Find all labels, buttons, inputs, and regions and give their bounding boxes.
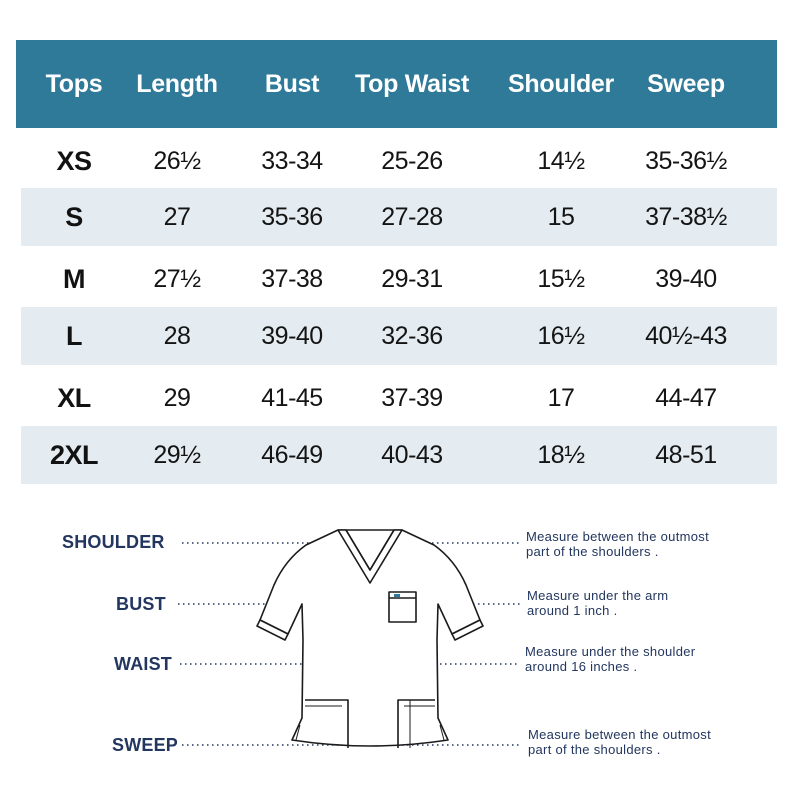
size-cell: M (63, 264, 85, 294)
length-cell: 26½ (153, 147, 201, 175)
sweep-cell: 40½-43 (645, 322, 727, 350)
shoulder-cell: 15½ (537, 265, 585, 293)
bust-cell: 33-34 (261, 147, 323, 175)
top-waist-cell: 37-39 (381, 384, 443, 412)
bust-cell: 39-40 (261, 322, 323, 350)
length-cell: 29 (163, 384, 191, 412)
size-cell: XL (57, 383, 91, 413)
header-tops: Tops (45, 70, 103, 98)
shoulder-cell: 15 (547, 203, 575, 231)
length-cell: 27 (163, 203, 191, 231)
bust-cell: 35-36 (261, 203, 323, 231)
sweep-cell: 39-40 (655, 265, 717, 293)
sweep-label: SWEEP (112, 735, 179, 755)
shoulder-description-line2: part of the shoulders . (526, 544, 659, 559)
length-cell: 28 (163, 322, 191, 350)
length-cell: 27½ (153, 265, 201, 293)
top-waist-cell: 40-43 (381, 441, 443, 469)
sweep-description-line2: part of the shoulders . (528, 742, 661, 757)
bust-description-line1: Measure under the arm (527, 588, 669, 603)
sweep-cell: 48-51 (655, 441, 717, 469)
sweep-cell: 44-47 (655, 384, 717, 412)
top-waist-cell: 29-31 (381, 265, 443, 293)
bust-cell: 46-49 (261, 441, 323, 469)
shoulder-cell: 17 (547, 384, 575, 412)
sweep-cell: 37-38½ (645, 203, 727, 231)
sweep-description (528, 727, 748, 757)
size-cell: 2XL (49, 440, 99, 470)
scrub-top-outline-icon (257, 530, 483, 748)
header-length: Length (136, 70, 218, 98)
top-waist-cell: 25-26 (381, 147, 443, 175)
waist-label: WAIST (114, 654, 172, 674)
size-cell: S (65, 202, 83, 232)
shoulder-description (526, 529, 746, 559)
shoulder-cell: 18½ (537, 441, 585, 469)
length-cell: 29½ (153, 441, 201, 469)
top-waist-cell: 27-28 (381, 203, 443, 231)
header-top-waist: Top Waist (355, 70, 469, 98)
header-bust: Bust (264, 70, 320, 98)
bust-description-line2: around 1 inch . (527, 603, 618, 618)
size-cell: L (66, 321, 82, 351)
waist-description-line2: around 16 inches . (525, 659, 638, 674)
pen-icon (394, 594, 400, 597)
waist-description-line1: Measure under the shoulder (525, 644, 696, 659)
shoulder-description-line1: Measure between the outmost (526, 529, 709, 544)
header-shoulder: Shoulder (508, 70, 614, 98)
size-cell: XS (56, 146, 92, 176)
shoulder-cell: 16½ (537, 322, 585, 350)
shoulder-label: SHOULDER (62, 532, 165, 552)
top-waist-cell: 32-36 (381, 322, 443, 350)
shoulder-cell: 14½ (537, 147, 585, 175)
bust-cell: 37-38 (261, 265, 323, 293)
bust-description (527, 588, 747, 618)
bust-cell: 41-45 (261, 384, 323, 412)
waist-description (525, 644, 745, 674)
bust-label: BUST (116, 594, 166, 614)
sweep-cell: 35-36½ (645, 147, 727, 175)
header-sweep: Sweep (647, 70, 725, 98)
sweep-description-line1: Measure between the outmost (528, 727, 711, 742)
